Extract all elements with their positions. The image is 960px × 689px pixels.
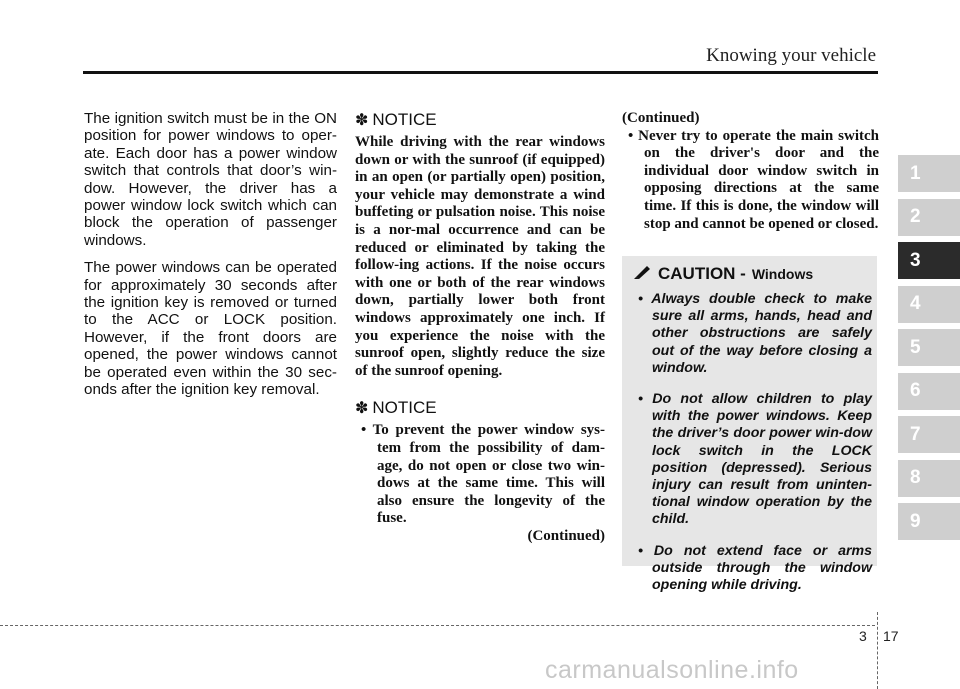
chapter-number: 3	[859, 628, 867, 644]
chapter-tab-2[interactable]: 2	[898, 199, 960, 236]
header-divider	[83, 71, 878, 74]
caution-title: CAUTION -	[658, 264, 746, 283]
chapter-tab-1[interactable]: 1	[898, 155, 960, 192]
chapter-tabs	[898, 155, 960, 547]
notice-icon: ✽	[355, 400, 369, 418]
footer-divider	[0, 625, 875, 626]
page-number: 17	[883, 628, 899, 644]
notice-bullet: • To prevent the power window sys-tem from the possibility of dam-age, do not open or close two win-dows at the same time. This will also ensure the longevity of the fuse.	[361, 422, 605, 527]
caution-item: • Always double check to make sure all arms, hands, head and other obstructions are safely out of the way before closing a window.	[638, 291, 872, 376]
notice-heading-label: NOTICE	[372, 398, 437, 418]
notice-icon: ✽	[355, 112, 369, 129]
footer-separator	[877, 612, 878, 689]
chapter-tab-6[interactable]: 6	[898, 373, 960, 410]
chapter-tab-4[interactable]: 4	[898, 286, 960, 323]
continued-label: (Continued)	[527, 527, 605, 544]
chapter-tab-8[interactable]: 8	[898, 460, 960, 497]
intro-column	[84, 110, 337, 409]
caution-subtitle: Windows	[751, 266, 814, 282]
chapter-tab-3[interactable]: 3	[898, 242, 960, 279]
chapter-tab-5[interactable]: 5	[898, 329, 960, 366]
warning-pencil-icon	[634, 264, 652, 284]
caution-list	[632, 291, 872, 608]
intro-paragraph: The power windows can be operated for approximately 30 seconds after the ignition key is removed or turned to the ACC or LOCK position. However, if the front doors are opened, the power windows cannot be operated even within the 30 sec-onds after the ignition key removal.	[84, 259, 337, 399]
section-title: Knowing your vehicle	[706, 45, 876, 66]
continued-column	[622, 110, 879, 233]
intro-paragraph: The ignition switch must be in the ON position for power windows to oper-ate. Each door has a power window switch that controls that door’s win-dow. However, the driver has a power window lock switch which can block the operation of passenger windows.	[84, 110, 337, 249]
continued-label: (Continued)	[622, 110, 700, 126]
notice-bullet: • Never try to operate the main switch on the driver's door and the individual door window switch in opposing directions at the same time. If this is done, the window will stop and cannot be opened or closed.	[628, 127, 879, 232]
caution-heading	[634, 264, 813, 284]
notice-heading-label: NOTICE	[372, 110, 437, 129]
caution-item: • Do not allow children to play with the power windows. Keep the driver’s door power win-dow lock switch in the LOCK position (depressed). Serious injury can result from uninten-tional window operation by the child.	[638, 391, 872, 528]
chapter-tab-7[interactable]: 7	[898, 416, 960, 453]
chapter-tab-9[interactable]: 9	[898, 503, 960, 540]
caution-box	[622, 256, 877, 594]
notice-text: While driving with the rear windows down or with the sunroof (if equipped) in an open (or partially open) position, your vehicle may demonstrate a wind buffeting or pulsation noise. This noise is a nor-mal occurrence and can be reduced or eliminated by taking the follow-ing actions. If the noise occurs with one or both of the rear windows down, partially lower both front windows approximately one inch. If you experience the noise with the sunroof open, slightly reduce the size of the sunroof opening.	[355, 134, 605, 379]
notice-heading	[355, 398, 605, 418]
notice-heading	[355, 110, 605, 130]
caution-item: • Do not extend face or arms outside through the window opening while driving.	[638, 542, 872, 594]
watermark: carmanualsonline.info	[545, 656, 799, 684]
notice-column	[355, 110, 605, 545]
